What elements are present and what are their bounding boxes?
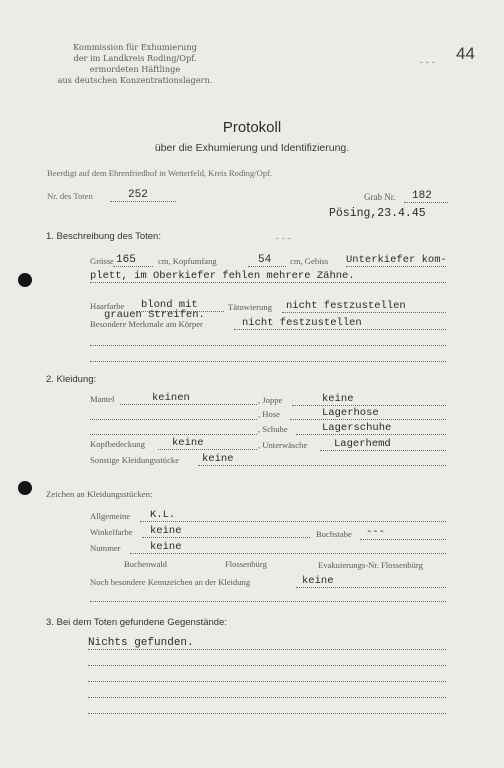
form-fill-line xyxy=(90,345,446,346)
form-fill-line xyxy=(88,697,446,698)
camp-flossenburg: Flossenbürg xyxy=(225,559,267,569)
form-fill-line xyxy=(90,419,257,420)
form-fill-line xyxy=(296,434,446,435)
form-fill-line xyxy=(296,587,446,588)
general-mark-value: K.L. xyxy=(150,509,176,521)
form-fill-line xyxy=(282,312,446,313)
height-label: Grösse xyxy=(90,256,114,266)
punch-hole-top xyxy=(18,273,32,287)
headwear-label: Kopfbedeckung xyxy=(90,439,145,449)
form-fill-line xyxy=(130,553,446,554)
dead-number-label: Nr. des Toten xyxy=(47,191,93,201)
badge-color-value: keine xyxy=(150,525,182,537)
form-fill-line xyxy=(292,405,446,406)
headwear-value: keine xyxy=(172,437,204,449)
jacket-label: , Joppe xyxy=(258,395,283,405)
form-fill-line xyxy=(404,202,448,203)
form-fill-line xyxy=(90,434,257,435)
header-line: der im Landkreis Roding/Opf. xyxy=(73,53,197,63)
underwear-value: Lagerhemd xyxy=(334,438,391,450)
head-size-label: cm, Kopfumfang xyxy=(158,256,217,266)
place-date: Pösing,23.4.45 xyxy=(329,207,426,220)
markings-title: Zeichen an Kleidungsstücken: xyxy=(46,489,153,499)
form-fill-line xyxy=(142,537,310,538)
teeth-value-continued: plett, im Oberkiefer fehlen mehrere Zähne. xyxy=(90,270,355,282)
camp-buchenwald: Buchenwald xyxy=(124,559,167,569)
form-fill-line xyxy=(113,266,153,267)
form-fill-line xyxy=(248,266,286,267)
section-2-title: 2. Kleidung: xyxy=(46,374,97,385)
header-line: ermordeten Häftlinge xyxy=(89,64,181,74)
trousers-value: Lagerhose xyxy=(322,407,379,419)
header-line: aus deutschen Konzentrationslagern. xyxy=(57,75,213,85)
underwear-label: , Unterwäsche xyxy=(258,440,308,450)
hair-color-value-continued: grauen Streifen. xyxy=(104,309,205,321)
form-fill-line xyxy=(90,282,446,283)
page-number: 44 xyxy=(456,44,475,63)
hair-color-value: blond mit xyxy=(141,299,198,311)
commission-header xyxy=(40,42,230,86)
form-fill-line xyxy=(88,713,446,714)
form-fill-line xyxy=(88,681,446,682)
dead-number-value: 252 xyxy=(128,189,148,201)
form-fill-line xyxy=(110,201,176,202)
margin-mark: - - - xyxy=(276,234,291,244)
other-clothing-value: keine xyxy=(202,453,234,465)
features-label: Besondere Merkmale am Körper xyxy=(90,319,203,329)
form-fill-line xyxy=(140,521,446,522)
head-size-value: 54 xyxy=(258,254,272,266)
camp-evacuation: Evakuierungs-Nr. Flossenbürg xyxy=(318,560,423,570)
section-3-title: 3. Bei dem Toten gefundene Gegenstände: xyxy=(46,617,227,628)
page-title: Protokoll xyxy=(222,119,282,136)
teeth-value: Unterkiefer kom- xyxy=(346,254,447,266)
page-subtitle: über die Exhumierung und Identifizierung. xyxy=(154,142,350,154)
letter-value: --- xyxy=(366,526,385,538)
punch-hole-bottom xyxy=(18,481,32,495)
form-fill-line xyxy=(198,465,446,466)
coat-label: Mantel xyxy=(90,394,115,404)
form-fill-line xyxy=(158,449,257,450)
grave-number-label: Grab Nr. xyxy=(364,192,396,202)
shoes-label: , Schuhe xyxy=(258,424,288,434)
form-fill-line xyxy=(120,404,257,405)
letter-label: Buchstabe xyxy=(316,529,352,539)
form-fill-line xyxy=(90,361,446,362)
teeth-label: cm, Gebiss xyxy=(290,256,329,266)
trousers-label: , Hose xyxy=(258,409,280,419)
features-value: nicht festzustellen xyxy=(242,317,362,329)
form-fill-line xyxy=(234,329,446,330)
number-label: Nummer xyxy=(90,543,121,553)
section-1-title: 1. Beschreibung des Toten: xyxy=(46,231,161,242)
form-fill-line xyxy=(90,601,446,602)
jacket-value: keine xyxy=(322,393,354,405)
form-fill-line xyxy=(290,419,446,420)
header-line: Kommission für Exhumierung xyxy=(73,42,197,52)
burial-label: Beerdigt auf dem Ehrenfriedhof in Wetterfeld, Kreis Roding/Opf. xyxy=(47,168,273,178)
general-mark-label: Allgemeine xyxy=(90,511,131,521)
form-fill-line xyxy=(88,649,446,650)
margin-mark: - - - xyxy=(420,58,435,68)
tattoo-label: Tätowierung xyxy=(228,302,272,312)
shoes-value: Lagerschuhe xyxy=(322,422,392,434)
number-value: keine xyxy=(150,541,182,553)
tattoo-value: nicht festzustellen xyxy=(286,300,406,312)
other-clothing-label: Sonstige Kleidungsstücke xyxy=(90,455,180,465)
hair-color-label: Haarfarbe xyxy=(90,301,125,311)
form-fill-line xyxy=(360,539,446,540)
badge-color-label: Winkelfarbe xyxy=(90,527,133,537)
coat-value: keinen xyxy=(152,392,190,404)
other-marks-label: Noch besondere Kennzeichen an der Kleidung xyxy=(90,577,251,587)
found-items-value: Nichts gefunden. xyxy=(88,637,194,649)
grave-number-value: 182 xyxy=(412,190,432,202)
other-marks-value: keine xyxy=(302,575,334,587)
form-fill-line xyxy=(346,266,446,267)
form-fill-line xyxy=(320,450,446,451)
form-fill-line xyxy=(88,665,446,666)
height-value: 165 xyxy=(116,254,136,266)
